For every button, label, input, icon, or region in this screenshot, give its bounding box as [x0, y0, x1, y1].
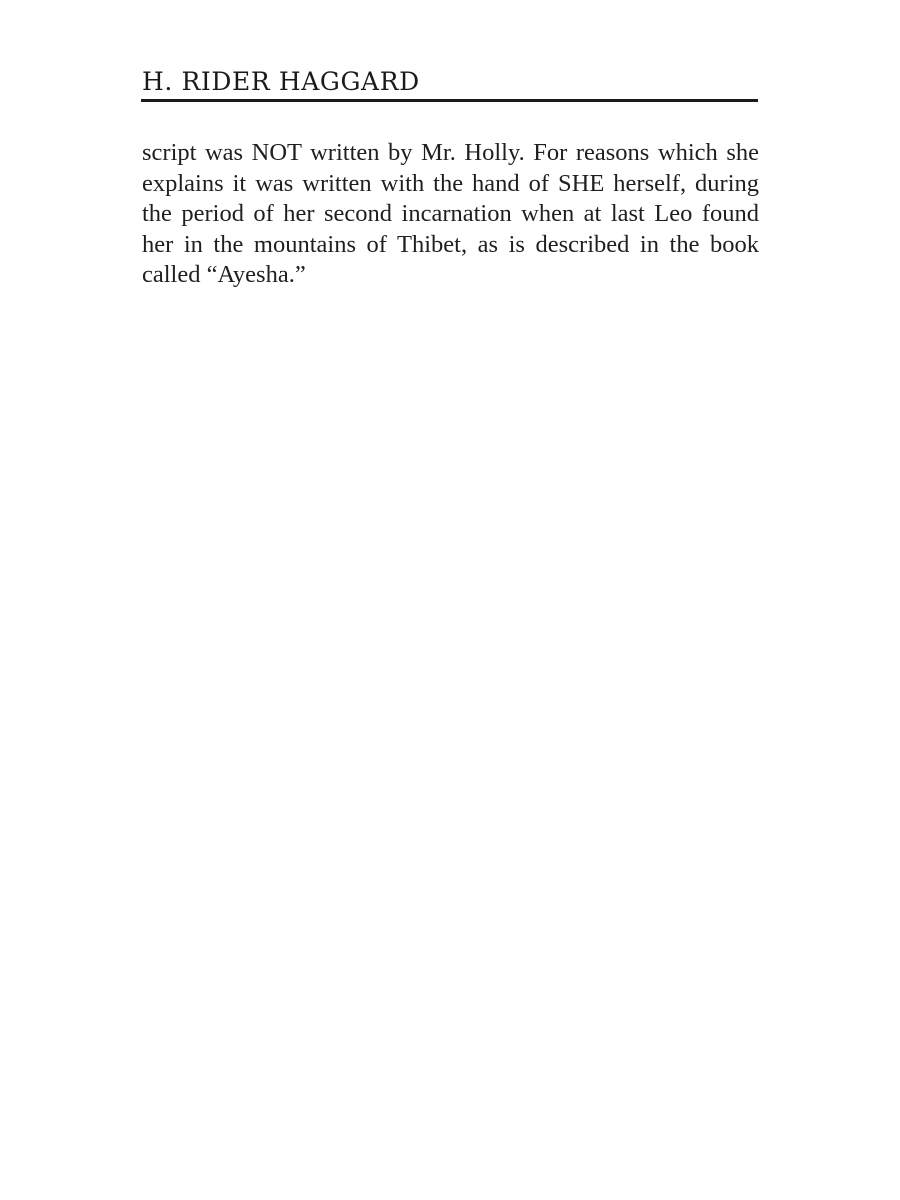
- body-paragraph: [142, 138, 759, 291]
- header-rule: [141, 99, 758, 102]
- text-line: script was NOT written by Mr. Holly. For reasons which she: [142, 139, 759, 166]
- text-line: her in the mountains of Thibet, as is described in the book: [142, 230, 759, 258]
- text-line: explains it was written with the hand of SHE herself, during: [142, 169, 759, 197]
- text-line: the period of her second incarnation when at last Leo found: [142, 200, 759, 227]
- running-head: H. RIDER HAGGARD: [142, 67, 420, 96]
- text-line: called “Ayesha.”: [142, 261, 306, 288]
